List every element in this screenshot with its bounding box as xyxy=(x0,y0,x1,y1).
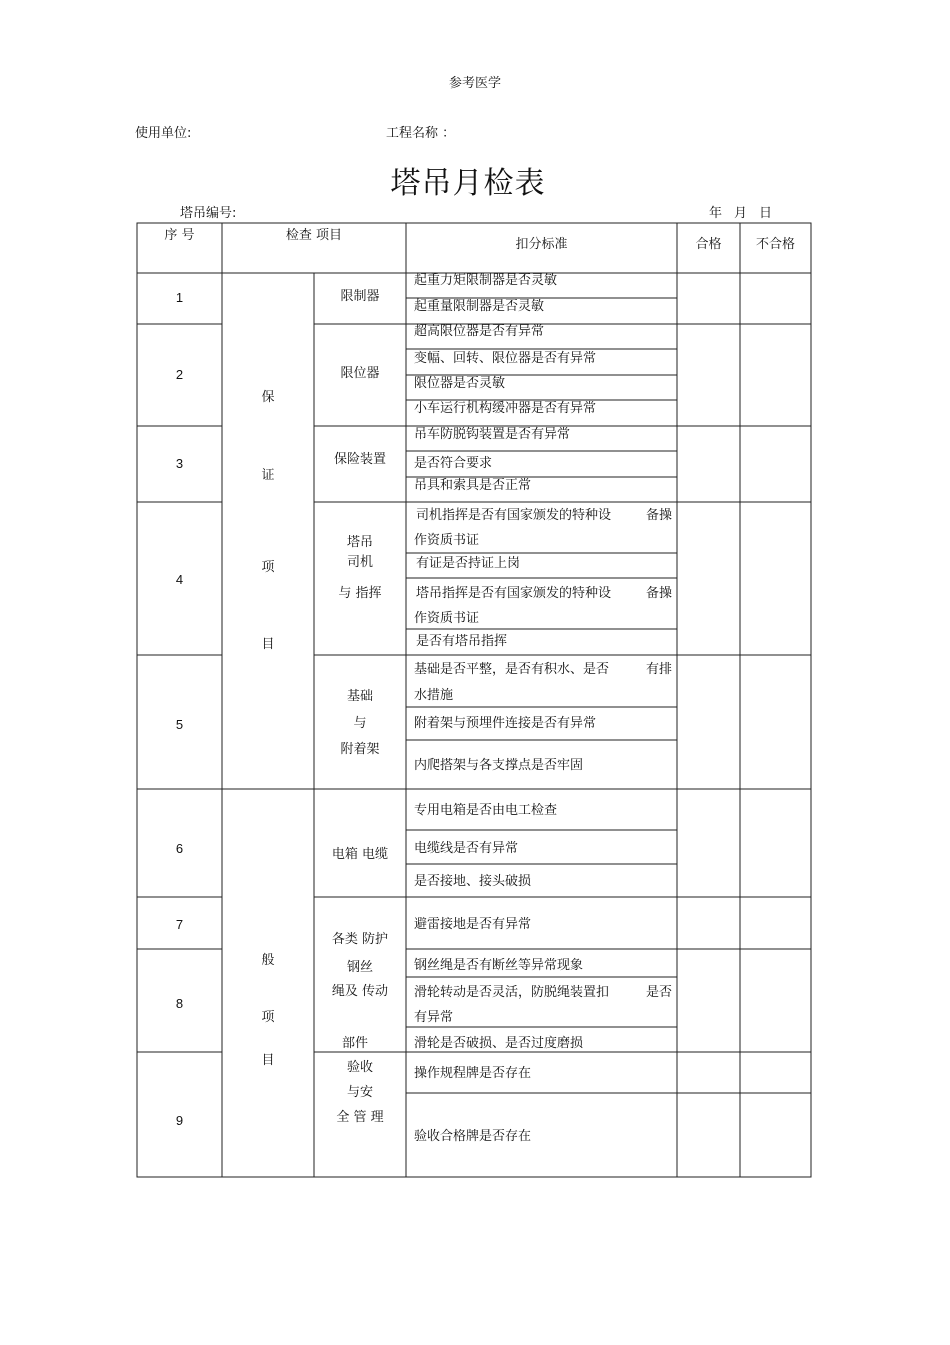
row-9-seq: 9 xyxy=(175,1113,184,1128)
row-8-item-line-3: 部件 xyxy=(342,1036,369,1051)
row-4-standard-3-c: 作资质书证 xyxy=(414,611,480,626)
row-5-seq: 5 xyxy=(175,717,184,732)
row-6-item: 电箱 电缆 xyxy=(331,847,389,862)
row-2-standard-1: 超高限位器是否有异常 xyxy=(414,324,545,339)
row-8-seq: 8 xyxy=(175,996,184,1011)
row-5-standard-2: 附着架与预埋件连接是否有异常 xyxy=(414,716,597,731)
row-5-item-line-2: 与 xyxy=(353,716,367,731)
row-8-standard-2-c: 有异常 xyxy=(414,1010,454,1025)
date-month: 月 xyxy=(734,206,748,221)
row-4-standard-1-c: 作资质书证 xyxy=(414,533,480,548)
row-9-item-line-1: 验收 xyxy=(346,1060,373,1075)
crane-number-label: 塔吊编号: xyxy=(180,206,237,221)
document-source-label: 参考医学 xyxy=(448,76,501,91)
row-4-standard-3-a: 塔吊指挥是否有国家颁发的特种设 xyxy=(416,586,612,601)
column-header-item: 检查 项目 xyxy=(285,228,343,243)
group-general-char-1: 般 xyxy=(261,953,275,968)
row-3-standard-1: 吊车防脱钩装置是否有异常 xyxy=(414,427,571,442)
column-header-pass: 合格 xyxy=(695,237,722,252)
row-4-standard-2: 有证是否持证上岗 xyxy=(416,556,521,571)
row-8-standard-3: 滑轮是否破损、是否过度磨损 xyxy=(414,1036,584,1051)
group-guarantee-char-2: 证 xyxy=(261,468,275,483)
row-2-standard-3: 限位器是否灵敏 xyxy=(414,376,506,391)
row-2-standard-4: 小车运行机构缓冲器是否有异常 xyxy=(414,401,597,416)
row-4-seq: 4 xyxy=(175,572,184,587)
row-4-standard-3-b: 备操 xyxy=(646,586,673,601)
row-2-standard-2: 变幅、回转、限位器是否有异常 xyxy=(414,351,597,366)
column-header-standard: 扣分标准 xyxy=(515,237,568,252)
page-title: 塔吊月检表 xyxy=(390,166,546,201)
user-unit-label: 使用单位: xyxy=(135,126,192,141)
date-day: 日 xyxy=(759,206,773,221)
row-5-item-line-1: 基础 xyxy=(346,689,373,704)
row-3-standard-3: 吊具和索具是否正常 xyxy=(414,478,532,493)
group-general-char-3: 目 xyxy=(261,1053,275,1068)
row-4-standard-1-a: 司机指挥是否有国家颁发的特种设 xyxy=(416,508,612,523)
row-7-standard-1: 避雷接地是否有异常 xyxy=(414,917,532,932)
group-general-char-2: 项 xyxy=(261,1010,275,1025)
row-1-standard-1: 起重力矩限制器是否灵敏 xyxy=(414,273,558,288)
row-7-item: 各类 防护 xyxy=(331,932,389,947)
row-6-standard-2: 电缆线是否有异常 xyxy=(414,841,519,856)
row-6-standard-3: 是否接地、接头破损 xyxy=(414,874,532,889)
group-guarantee-char-4: 目 xyxy=(261,637,275,652)
group-guarantee-char-3: 项 xyxy=(261,560,275,575)
row-5-standard-3: 内爬搭架与各支撑点是否牢固 xyxy=(414,758,584,773)
column-header-seq: 序 号 xyxy=(164,228,195,243)
row-6-seq: 6 xyxy=(175,841,184,856)
row-8-item-line-1: 钢丝 xyxy=(346,960,373,975)
row-9-item-line-2: 与安 xyxy=(346,1085,373,1100)
row-9-standard-1: 操作规程牌是否存在 xyxy=(414,1066,532,1081)
row-1-seq: 1 xyxy=(175,290,184,305)
date-year: 年 xyxy=(709,206,723,221)
row-8-standard-2-b: 是否 xyxy=(646,985,673,1000)
row-1-item: 限制器 xyxy=(340,289,380,304)
row-5-standard-1-c: 水措施 xyxy=(414,688,454,703)
row-2-seq: 2 xyxy=(175,367,184,382)
row-5-item-line-3: 附着架 xyxy=(340,742,380,757)
row-7-seq: 7 xyxy=(175,917,184,932)
row-6-standard-1: 专用电箱是否由电工检查 xyxy=(414,803,558,818)
row-9-standard-2: 验收合格牌是否存在 xyxy=(414,1129,532,1144)
row-9-item-line-3: 全 管 理 xyxy=(336,1110,384,1125)
project-name-label: 工程名称 ： xyxy=(386,126,456,141)
row-8-standard-1: 钢丝绳是否有断丝等异常现象 xyxy=(414,958,584,973)
row-4-standard-1-b: 备操 xyxy=(646,508,673,523)
row-3-seq: 3 xyxy=(175,456,184,471)
row-4-item-line-1: 塔吊 xyxy=(346,535,373,550)
column-header-fail: 不合格 xyxy=(755,237,795,252)
row-3-item: 保险装置 xyxy=(333,452,386,467)
row-3-standard-2: 是否符合要求 xyxy=(414,456,493,471)
row-5-standard-1-a: 基础是否平整，是否有积水、是否 xyxy=(414,662,610,677)
row-1-standard-2: 起重量限制器是否灵敏 xyxy=(414,299,545,314)
group-guarantee-char-1: 保 xyxy=(261,390,275,405)
row-8-standard-2-a: 滑轮转动是否灵活，防脱绳装置扣 xyxy=(414,985,610,1000)
row-2-item: 限位器 xyxy=(340,366,380,381)
row-8-item-line-2: 绳及 传动 xyxy=(331,984,389,999)
row-4-item-line-3: 与 指挥 xyxy=(338,586,382,601)
row-4-item-line-2: 司机 xyxy=(346,555,373,570)
row-4-standard-4: 是否有塔吊指挥 xyxy=(416,634,508,649)
row-5-standard-1-b: 有排 xyxy=(646,662,673,677)
